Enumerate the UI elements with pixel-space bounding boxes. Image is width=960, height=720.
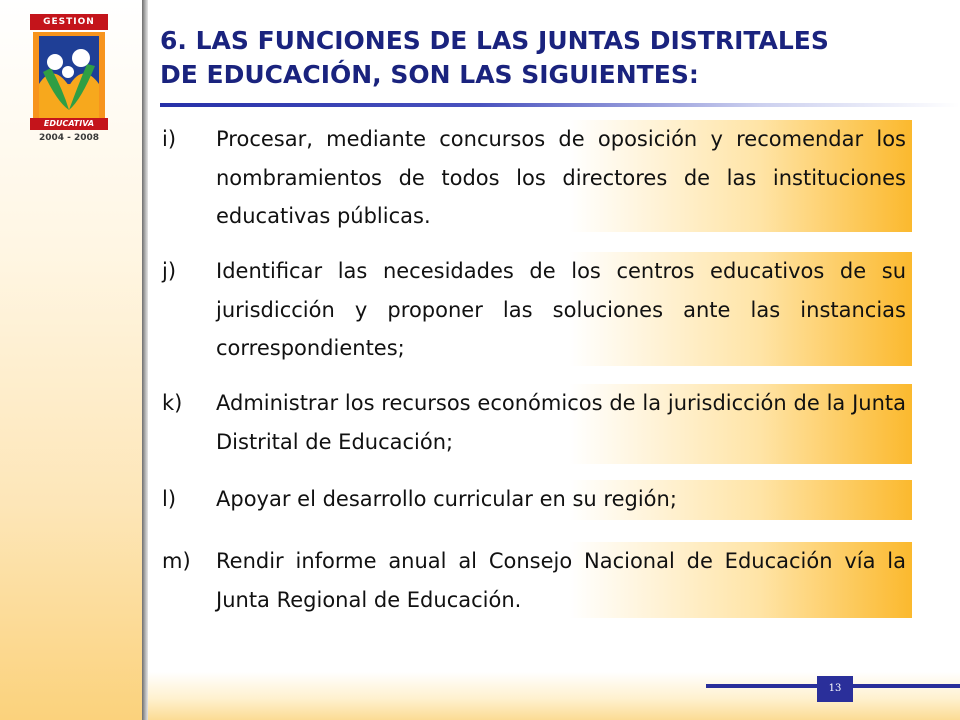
list-item-j bbox=[150, 252, 912, 366]
logo-bottom-text: EDUCATIVA bbox=[30, 118, 108, 130]
slide-title bbox=[160, 24, 920, 92]
title-underline bbox=[160, 103, 960, 107]
page-number-badge: 13 bbox=[817, 676, 853, 702]
list-item-marker: l) bbox=[162, 487, 177, 511]
logo-years-text: 2004 - 2008 bbox=[38, 133, 100, 143]
list-item-marker: m) bbox=[162, 549, 191, 573]
logo-top-text: GESTION bbox=[30, 14, 108, 30]
slide-title-line-1: 6. LAS FUNCIONES DE LAS JUNTAS DISTRITALES bbox=[160, 26, 829, 55]
list-item-l bbox=[150, 480, 912, 520]
list-item-m bbox=[150, 542, 912, 618]
list-item-text: Rendir informe anual al Consejo Nacional de Educación vía la Junta Regional de Educación. bbox=[216, 549, 906, 612]
list-item-text: Procesar, mediante concursos de oposición y recomendar los nombramientos de todos los directores de las instituciones educativas públicas. bbox=[216, 127, 906, 228]
list-item-marker: k) bbox=[162, 391, 183, 415]
list-item-k bbox=[150, 384, 912, 464]
list-item-marker: i) bbox=[162, 127, 177, 151]
slide-title-line-2: DE EDUCACIÓN, SON LAS SIGUIENTES: bbox=[160, 60, 699, 89]
list-item-i bbox=[150, 120, 912, 232]
list-item-text: Apoyar el desarrollo curricular en su región; bbox=[216, 487, 677, 511]
list-item-text: Administrar los recursos económicos de la jurisdicción de la Junta Distrital de Educación; bbox=[216, 391, 906, 454]
gestion-educativa-logo bbox=[30, 14, 108, 150]
sidebar-divider bbox=[142, 0, 148, 720]
list-item-marker: j) bbox=[162, 259, 177, 283]
list-item-text: Identificar las necesidades de los centros educativos de su jurisdicción y proponer las soluciones ante las instancias correspondientes; bbox=[216, 259, 906, 360]
